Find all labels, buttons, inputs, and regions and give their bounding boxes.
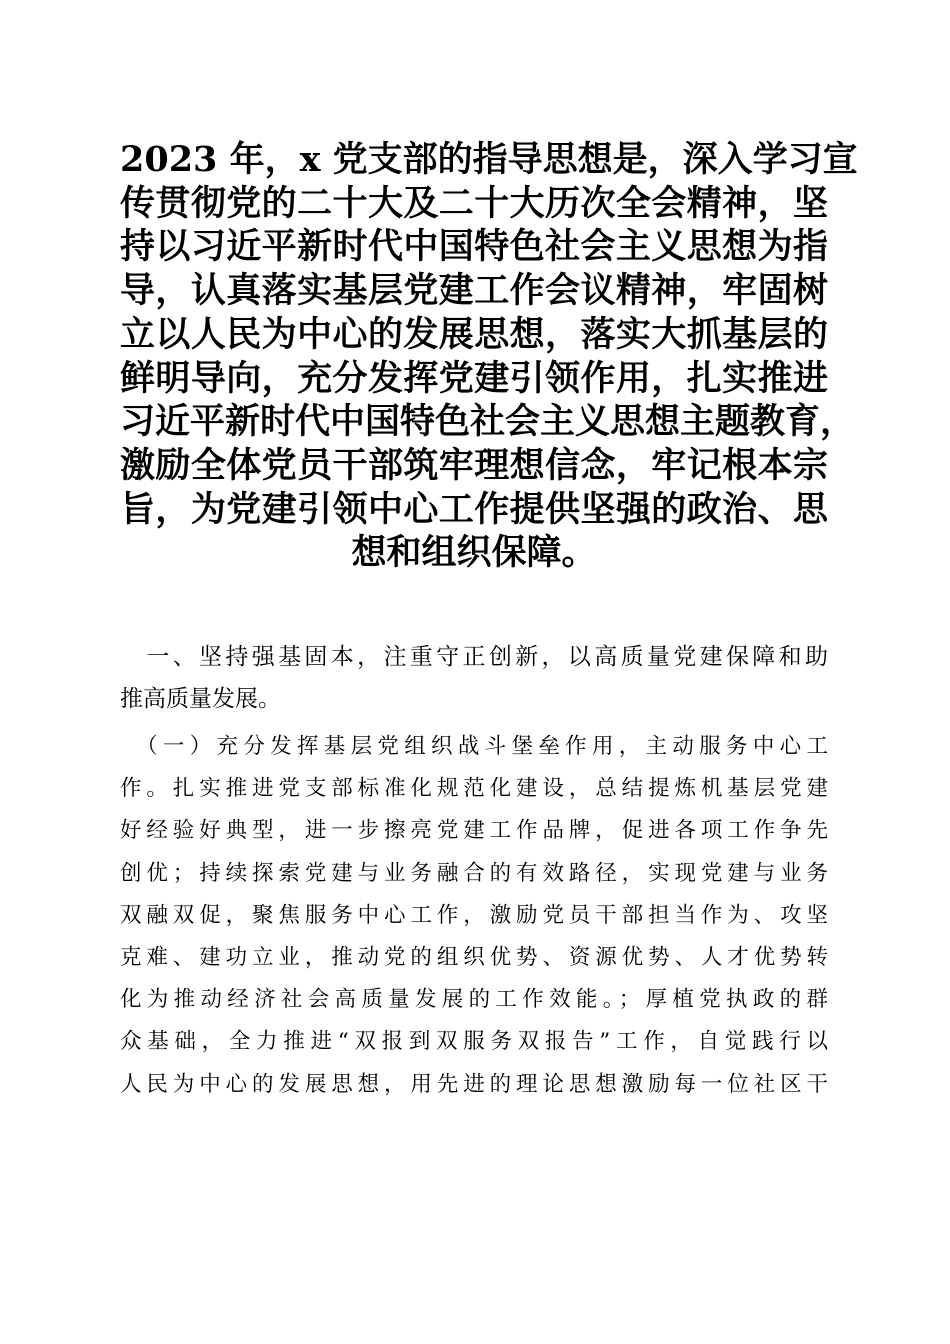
title-line: 习近平新时代中国特色社会主义思想主题教育， [120,401,856,443]
heading-line: 推高质量发展。 [120,686,281,712]
title-line: 激励全体党员干部筑牢理想信念，牢记根本宗 [120,444,828,486]
paragraph-line: 克难、建功立业，推动党的组织优势、资源优势、人才优势转 [120,945,828,971]
title-line: 鲜明导向，充分发挥党建引领作用，扎实推进 [120,357,828,399]
paragraph-line: 人民为中心的发展思想，用先进的理论思想激励每一位社区干 [120,1071,828,1097]
body-paragraph [120,726,828,1106]
document-title [120,138,858,575]
title-line: 持以习近平新时代中国特色社会主义思想为指 [120,226,828,268]
paragraph-line: （一）充分发挥基层党组织战斗堡垒作用，主动服务中心工 [120,734,828,759]
paragraph-line: 众基础，全力推进“双报到双服务双报告”工作，自觉践行以 [120,1029,828,1055]
heading-line: 一、坚持强基固本，注重守正创新，以高质量党建保障和助 [120,644,828,670]
title-line: 传贯彻党的二十大及二十大历次全会精神，坚 [120,182,828,224]
paragraph-line: 作。扎实推进党支部标准化规范化建设，总结提炼机基层党建 [120,776,828,802]
section-heading [120,636,828,720]
paragraph-line: 好经验好典型，进一步擦亮党建工作品牌，促进各项工作争先 [120,818,828,844]
paragraph-line: 双融双促，聚焦服务中心工作，激励党员干部担当作为、攻坚 [120,902,828,928]
title-line: 想和组织保障。 [351,532,597,574]
title-line: 导，认真落实基层党建工作会议精神，牢固树 [120,270,828,312]
title-line: 立以人民为中心的发展思想，落实大抓基层的 [120,313,828,355]
title-line: 旨，为党建引领中心工作提供坚强的政治、思 [120,488,828,530]
paragraph-line: 创优；持续探索党建与业务融合的有效路径，实现党建与业务 [120,860,828,886]
title-line: 2023 年，x 党支部的指导思想是，深入学习宣 [120,139,858,180]
paragraph-line: 化为推动经济社会高质量发展的工作效能。；厚植党执政的群 [120,987,828,1013]
